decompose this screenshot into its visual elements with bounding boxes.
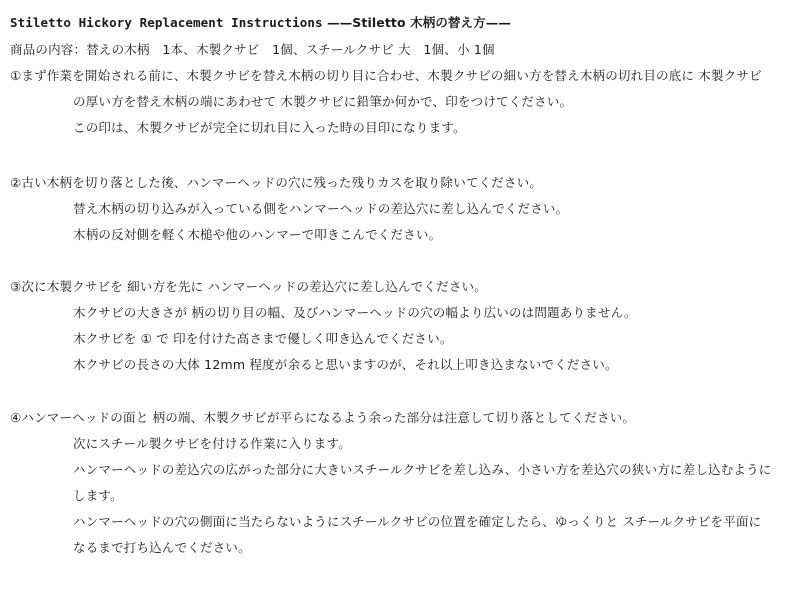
product-contents: 商品の内容：替えの木柄 1本、木製クサビ 1個、スチールクサビ 大 1個、小 1個 — [10, 42, 495, 57]
step4-line5: ハンマーヘッドの穴の側面に当たらないようにスチールクサビの位置を確定したら、ゆっくりと スチールクサビを平面に — [73, 514, 762, 529]
step2-line1: ②古い木柄を切り落とした後、ハンマーヘッドの穴に残った残りカスを取り除いてください。 — [10, 175, 543, 190]
step4-line3: ハンマーヘッドの差込穴の広がった部分に大きいスチールクサビを差し込み、小さい方を差込穴の狭い方に差し込むように — [73, 462, 772, 477]
step4-line2: 次にスチール製クサビを付ける作業に入ります。 — [73, 436, 351, 451]
step4-line4: します。 — [73, 488, 123, 503]
step4-line1: ④ハンマーヘッドの面と 柄の端、木製クサビが平らになるよう余った部分は注意して切り落としてください。 — [10, 410, 636, 425]
document-title-english: Stiletto Hickory Replacement Instructions — [10, 15, 323, 30]
document-title-japanese: ——Stiletto 木柄の替え方—— — [322, 15, 511, 30]
step2-line2: 替え木柄の切り込みが入っている側をハンマーヘッドの差込穴に差し込んでください。 — [73, 201, 569, 216]
step3-line3: 木クサビを ① で 印を付けた高さまで優しく叩き込んでください。 — [73, 331, 453, 346]
step2-line3: 木柄の反対側を軽く木槌や他のハンマーで叩きこんでください。 — [73, 227, 442, 242]
step3-line4: 木クサビの長さの大体 12mm 程度が余ると思いますのが、それ以上叩き込まないでください。 — [73, 357, 618, 372]
step4-line6: なるまで打ち込んでください。 — [73, 540, 251, 555]
step1-line2: の厚い方を替え木柄の端にあわせて 木製クサビに鉛筆か何かで、印をつけてください。 — [73, 94, 573, 109]
step1-line3: この印は、木製クサビが完全に切れ目に入った時の目印になります。 — [73, 120, 466, 135]
step1-line1: ①まず作業を開始される前に、木製クサビを替え木柄の切り目に合わせ、木製クサビの細い方を替え木柄の切れ目の底に 木製クサビ — [10, 68, 762, 83]
step3-line2: 木クサビの大きさが 柄の切り目の幅、及びハンマーヘッドの穴の幅より広いのは問題ありません。 — [73, 305, 637, 320]
document-title — [10, 15, 511, 31]
step3-line1: ③次に木製クサビを 細い方を先に ハンマーヘッドの差込穴に差し込んでください。 — [10, 279, 487, 294]
